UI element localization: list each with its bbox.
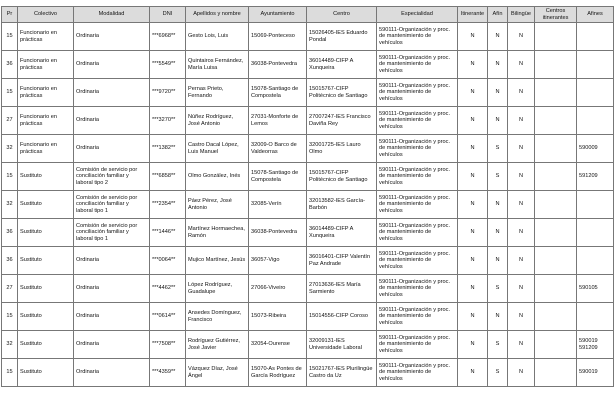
cell-itinerante: N [458,331,488,359]
cell-modalidad: Comisión de servicio por conciliación familiar y laboral tipo 1 [74,219,150,247]
cell-centro: 36014489-CIFP A Xunqueira [307,51,377,79]
column-header-apellidos-nombre: Apellidos y nombre [186,7,249,23]
cell-centros-itinerantes [535,163,577,191]
cell-centros-itinerantes [535,79,577,107]
cell-itinerante: N [458,359,488,387]
cell-itinerante: N [458,163,488,191]
cell-pr: 36 [2,247,18,275]
cell-centro: 32009131-IES Universidade Laboral [307,331,377,359]
column-header-afin: Afín [488,7,508,23]
column-header-centros-itinerantes: Centros itinerantes [535,7,577,23]
cell-modalidad: Ordinaria [74,331,150,359]
cell-especialidad: 590111-Organización y proc. de mantenimiento de vehículos [377,219,458,247]
cell-colectivo: Sustituto [18,191,74,219]
cell-modalidad: Ordinaria [74,275,150,303]
cell-centros-itinerantes [535,331,577,359]
cell-especialidad: 590111-Organización y proc. de mantenimiento de vehículos [377,331,458,359]
cell-bilingue: N [508,359,535,387]
cell-centros-itinerantes [535,275,577,303]
cell-colectivo: Funcionario en prácticas [18,79,74,107]
cell-dni: ***1446** [150,219,186,247]
cell-afines [577,219,614,247]
cell-bilingue: N [508,51,535,79]
cell-bilingue: N [508,107,535,135]
table-row [2,191,614,219]
table-row [2,247,614,275]
cell-apellidos-nombre: Gesto Lois, Luis [186,23,249,51]
cell-itinerante: N [458,23,488,51]
cell-centro: 36016401-CIFP Valentín Paz Andrade [307,247,377,275]
cell-especialidad: 590111-Organización y proc. de mantenimiento de vehículos [377,23,458,51]
cell-bilingue: N [508,275,535,303]
cell-centros-itinerantes [535,191,577,219]
column-header-ayuntamiento: Ayuntamiento [249,7,307,23]
cell-pr: 27 [2,107,18,135]
cell-dni: ***7508** [150,331,186,359]
column-header-pr: Pr [2,7,18,23]
cell-centro: 15015767-CIFP Politécnico de Santiago [307,79,377,107]
cell-ayuntamiento: 36038-Pontevedra [249,219,307,247]
cell-ayuntamiento: 32085-Verín [249,191,307,219]
cell-ayuntamiento: 36038-Pontevedra [249,51,307,79]
cell-apellidos-nombre: Rodríguez Gutiérrez, José Javier [186,331,249,359]
table-row [2,275,614,303]
cell-apellidos-nombre: López Rodríguez, Guadalupe [186,275,249,303]
cell-apellidos-nombre: Pernas Prieto, Fernando [186,79,249,107]
cell-centros-itinerantes [535,23,577,51]
column-header-itinerante: Itinerante [458,7,488,23]
cell-afines [577,247,614,275]
cell-apellidos-nombre: Páez Pérez, José Antonio [186,191,249,219]
cell-afin: N [488,23,508,51]
cell-centros-itinerantes [535,359,577,387]
cell-especialidad: 590111-Organización y proc. de mantenimiento de vehículos [377,135,458,163]
cell-centros-itinerantes [535,107,577,135]
cell-centros-itinerantes [535,303,577,331]
table-row [2,303,614,331]
table-row [2,219,614,247]
cell-apellidos-nombre: Mujico Martínez, Jesús [186,247,249,275]
cell-centro: 36014489-CIFP A Xunqueira [307,219,377,247]
cell-modalidad: Ordinaria [74,303,150,331]
table-header [2,7,614,23]
cell-colectivo: Sustituto [18,247,74,275]
cell-colectivo: Sustituto [18,275,74,303]
table-row [2,107,614,135]
cell-itinerante: N [458,79,488,107]
cell-centros-itinerantes [535,219,577,247]
cell-itinerante: N [458,51,488,79]
cell-especialidad: 590111-Organización y proc. de mantenimiento de vehículos [377,359,458,387]
cell-ayuntamiento: 32009-O Barco de Valdeorras [249,135,307,163]
table-row [2,79,614,107]
table-row [2,23,614,51]
column-header-especialidad: Especialidad [377,7,458,23]
cell-dni: ***5549** [150,51,186,79]
cell-centros-itinerantes [535,135,577,163]
cell-centro: 15021767-IES Plurilingüe Castro da Uz [307,359,377,387]
cell-afines [577,107,614,135]
cell-especialidad: 590111-Organización y proc. de mantenimiento de vehículos [377,107,458,135]
cell-pr: 32 [2,135,18,163]
cell-ayuntamiento: 15078-Santiago de Compostela [249,79,307,107]
cell-afin: N [488,107,508,135]
cell-pr: 15 [2,303,18,331]
column-header-centro: Centro [307,7,377,23]
cell-itinerante: N [458,247,488,275]
table-body [2,23,614,387]
cell-colectivo: Funcionario en prácticas [18,51,74,79]
cell-apellidos-nombre: Ansedes Domínguez, Francisco [186,303,249,331]
column-header-colectivo: Colectivo [18,7,74,23]
cell-dni: ***4359** [150,359,186,387]
cell-centro: 27007247-IES Francisco Daviña Rey [307,107,377,135]
cell-centro: 15015767-CIFP Politécnico de Santiago [307,163,377,191]
cell-bilingue: N [508,135,535,163]
cell-modalidad: Ordinaria [74,51,150,79]
cell-ayuntamiento: 27066-Viveiro [249,275,307,303]
cell-afines: 590105 [577,275,614,303]
cell-afin: N [488,51,508,79]
cell-itinerante: N [458,275,488,303]
cell-centro: 15014556-CIFP Coroso [307,303,377,331]
cell-centro: 32013582-IES García-Barbón [307,191,377,219]
cell-dni: ***6858** [150,163,186,191]
cell-afines [577,51,614,79]
cell-afin: S [488,331,508,359]
cell-pr: 36 [2,219,18,247]
cell-bilingue: N [508,303,535,331]
cell-especialidad: 590111-Organización y proc. de mantenimiento de vehículos [377,79,458,107]
cell-afines: 590019 591209 [577,331,614,359]
cell-especialidad: 590111-Organización y proc. de mantenimiento de vehículos [377,275,458,303]
cell-afines: 590019 [577,359,614,387]
cell-pr: 15 [2,163,18,191]
cell-pr: 15 [2,23,18,51]
cell-pr: 32 [2,191,18,219]
column-header-bilingue: Bilingüe [508,7,535,23]
column-header-dni: DNI [150,7,186,23]
cell-bilingue: N [508,163,535,191]
column-header-afines: Afines [577,7,614,23]
cell-modalidad: Ordinaria [74,23,150,51]
cell-modalidad: Ordinaria [74,359,150,387]
cell-colectivo: Funcionario en prácticas [18,107,74,135]
cell-afines [577,303,614,331]
cell-ayuntamiento: 15073-Ribeira [249,303,307,331]
cell-especialidad: 590111-Organización y proc. de mantenimiento de vehículos [377,247,458,275]
header-row [2,7,614,23]
cell-especialidad: 590111-Organización y proc. de mantenimiento de vehículos [377,303,458,331]
cell-dni: ***2354** [150,191,186,219]
cell-especialidad: 590111-Organización y proc. de mantenimiento de vehículos [377,51,458,79]
cell-afin: S [488,359,508,387]
cell-modalidad: Ordinaria [74,247,150,275]
cell-especialidad: 590111-Organización y proc. de mantenimiento de vehículos [377,163,458,191]
cell-ayuntamiento: 15078-Santiago de Compostela [249,163,307,191]
cell-itinerante: N [458,219,488,247]
cell-ayuntamiento: 36057-Vigo [249,247,307,275]
cell-itinerante: N [458,191,488,219]
cell-colectivo: Sustituto [18,303,74,331]
cell-apellidos-nombre: Quintairos Fernández, María Luisa [186,51,249,79]
cell-bilingue: N [508,79,535,107]
cell-centro: 27013636-IES María Sarmiento [307,275,377,303]
cell-afin: N [488,219,508,247]
cell-colectivo: Sustituto [18,331,74,359]
cell-bilingue: N [508,219,535,247]
cell-modalidad: Ordinaria [74,79,150,107]
table-row [2,51,614,79]
cell-itinerante: N [458,107,488,135]
cell-especialidad: 590111-Organización y proc. de mantenimiento de vehículos [377,191,458,219]
cell-afin: S [488,275,508,303]
cell-afin: N [488,303,508,331]
cell-afines [577,79,614,107]
cell-apellidos-nombre: Vázquez Díaz, José Ángel [186,359,249,387]
table-row [2,331,614,359]
cell-colectivo: Funcionario en prácticas [18,135,74,163]
cell-modalidad: Comisión de servicio por conciliación familiar y laboral tipo 1 [74,191,150,219]
cell-centro: 32001725-IES Lauro Olmo [307,135,377,163]
cell-dni: ***0064** [150,247,186,275]
cell-pr: 36 [2,51,18,79]
cell-dni: ***6968** [150,23,186,51]
cell-dni: ***0614** [150,303,186,331]
cell-afin: N [488,191,508,219]
cell-afin: S [488,163,508,191]
cell-itinerante: N [458,303,488,331]
cell-colectivo: Sustituto [18,359,74,387]
cell-modalidad: Ordinaria [74,107,150,135]
cell-ayuntamiento: 27031-Monforte de Lemos [249,107,307,135]
cell-pr: 15 [2,359,18,387]
cell-modalidad: Ordinaria [74,135,150,163]
cell-afines [577,191,614,219]
cell-apellidos-nombre: Olmo González, Inés [186,163,249,191]
cell-apellidos-nombre: Núñez Rodríguez, José Antonio [186,107,249,135]
cell-dni: ***3270** [150,107,186,135]
cell-pr: 27 [2,275,18,303]
cell-centros-itinerantes [535,247,577,275]
cell-dni: ***9720** [150,79,186,107]
cell-ayuntamiento: 15069-Ponteceso [249,23,307,51]
cell-pr: 15 [2,79,18,107]
cell-apellidos-nombre: Castro Dacal López, Luis Manuel [186,135,249,163]
table-row [2,135,614,163]
cell-apellidos-nombre: Martínez Hormaechea, Ramón [186,219,249,247]
cell-afines: 591209 [577,163,614,191]
cell-afines: 590009 [577,135,614,163]
cell-colectivo: Sustituto [18,219,74,247]
cell-ayuntamiento: 32054-Ourense [249,331,307,359]
column-header-modalidad: Modalidad [74,7,150,23]
cell-bilingue: N [508,247,535,275]
cell-modalidad: Comisión de servicio por conciliación familiar y laboral tipo 2 [74,163,150,191]
cell-dni: ***4462** [150,275,186,303]
cell-bilingue: N [508,331,535,359]
cell-centros-itinerantes [535,51,577,79]
cell-centro: 15026405-IES Eduardo Pondal [307,23,377,51]
cell-itinerante: N [458,135,488,163]
cell-afin: N [488,79,508,107]
cell-dni: ***1382** [150,135,186,163]
cell-pr: 32 [2,331,18,359]
cell-afin: N [488,247,508,275]
cell-bilingue: N [508,23,535,51]
cell-colectivo: Funcionario en prácticas [18,23,74,51]
table-row [2,359,614,387]
cell-afines [577,23,614,51]
assignments-table [1,6,614,387]
table-row [2,163,614,191]
cell-colectivo: Sustituto [18,163,74,191]
cell-bilingue: N [508,191,535,219]
cell-ayuntamiento: 15070-As Pontes de García Rodríguez [249,359,307,387]
cell-afin: S [488,135,508,163]
